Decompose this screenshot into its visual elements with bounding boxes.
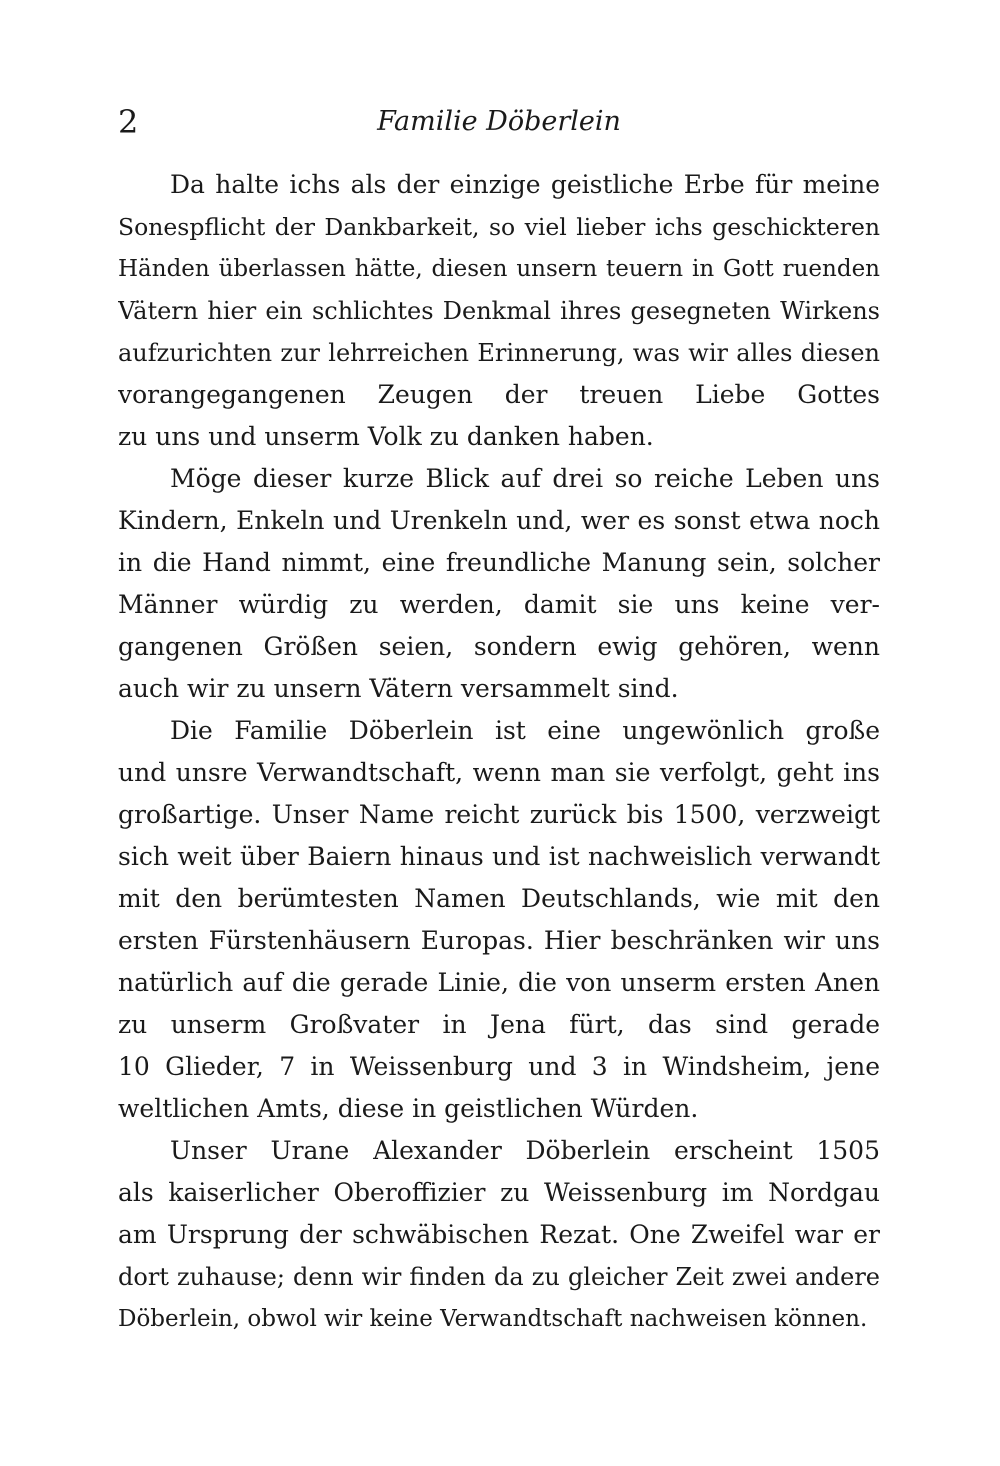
text-line: mit den berümtesten Namen Deutschlands, wie mit den (118, 884, 880, 913)
text-line: dort zuhause; denn wir finden da zu gleicher Zeit zwei andere (118, 1263, 880, 1291)
paragraph (118, 458, 880, 710)
paragraph (118, 710, 880, 1130)
text-line: und unsre Verwandtschaft, wenn man sie verfolgt, geht ins (118, 758, 880, 787)
text-line: Händen überlassen hätte, diesen unsern teuern in Gott ruenden (118, 256, 880, 282)
text-line: in die Hand nimmt, eine freundliche Manung sein, solcher (118, 548, 880, 577)
text-line: Kindern, Enkeln und Urenkeln und, wer es sonst etwa noch (118, 506, 880, 535)
text-line: großartige. Unser Name reicht zurück bis 1500, verzweigt (118, 800, 880, 829)
paragraph (118, 164, 880, 458)
body-text (118, 164, 880, 1340)
text-line: zu unserm Großvater in Jena fürt, das sind gerade (118, 1010, 880, 1039)
page-number: 2 (118, 103, 139, 141)
text-line: Männer würdig zu werden, damit sie uns keine ver- (118, 590, 880, 619)
running-title: Familie Döberlein (377, 106, 621, 137)
page-header (118, 102, 880, 142)
text-line: Vätern hier ein schlichtes Denkmal ihres gesegneten Wirkens (118, 297, 880, 325)
text-line: Döberlein, obwol wir keine Verwandtschaft nachweisen können. (118, 1306, 868, 1332)
paragraph (118, 1130, 880, 1340)
text-line: Die Familie Döberlein ist eine ungewönlich große (170, 716, 880, 745)
text-line: als kaiserlicher Oberoffizier zu Weissenburg im Nordgau (118, 1178, 880, 1207)
text-line: 10 Glieder, 7 in Weissenburg und 3 in Windsheim, jene (118, 1052, 880, 1081)
text-line: zu uns und unserm Volk zu danken haben. (118, 422, 654, 451)
text-line: natürlich auf die gerade Linie, die von unserm ersten Anen (118, 968, 880, 997)
text-line: ersten Fürstenhäusern Europas. Hier beschränken wir uns (118, 926, 880, 955)
text-line: Sonespflicht der Dankbarkeit, so viel lieber ichs geschickteren (118, 213, 880, 241)
text-line: am Ursprung der schwäbischen Rezat. One Zweifel war er (118, 1220, 880, 1249)
text-line: auch wir zu unsern Vätern versammelt sind. (118, 674, 679, 703)
text-line: vorangegangenen Zeugen der treuen Liebe Gottes (118, 380, 880, 409)
text-line: weltlichen Amts, diese in geistlichen Würden. (118, 1094, 699, 1123)
text-line: Da halte ichs als der einzige geistliche Erbe für meine (170, 170, 880, 199)
text-line: gangenen Größen seien, sondern ewig gehören, wenn (118, 632, 880, 661)
text-line: Möge dieser kurze Blick auf drei so reiche Leben uns (170, 464, 880, 493)
text-line: aufzurichten zur lehrreichen Erinnerung, was wir alles diesen (118, 339, 880, 367)
text-line: sich weit über Baiern hinaus und ist nachweislich verwandt (118, 842, 880, 871)
text-line: Unser Urane Alexander Döberlein erscheint 1505 (170, 1136, 880, 1165)
